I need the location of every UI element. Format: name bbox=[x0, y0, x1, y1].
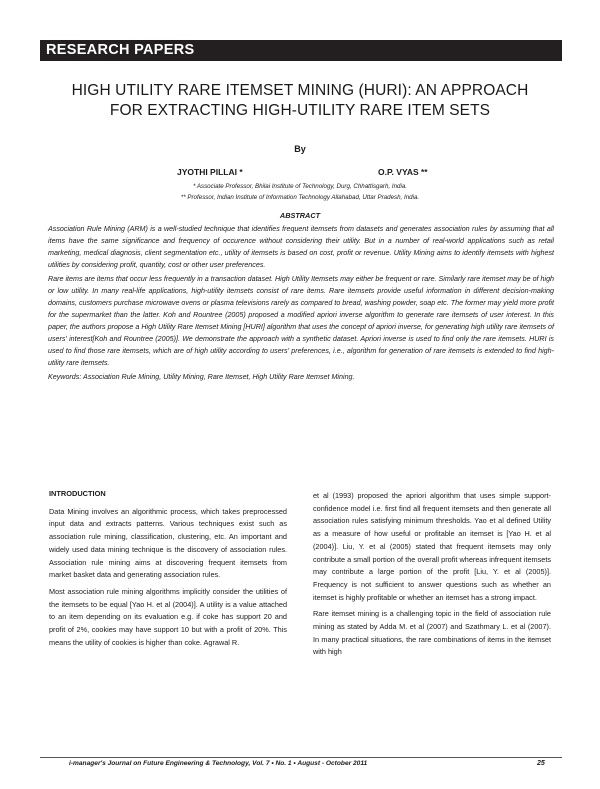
body-paragraph: Most association rule mining algorithms implicitly consider the utilities of the itemsets to be equal [Yao H. et al (2004)]. A utility is a value attached to an item depending on its evaluation e.g. if coke has support 20 and profit of 2%, cookies may have support 10 but with a profit of 20%. This means the utility of cookies is higher than coke. Agrawal R. bbox=[49, 586, 287, 647]
body-paragraph: Data Mining involves an algorithmic process, which takes preprocessed input data and extracts patterns. Various techniques exist such as association rule mining, classification, clustering, etc. An important and widely used data mining technique is the discovery of association rules. Association rule mining aims at discovering frequent itemsets from market basket data and generating association rules. bbox=[49, 506, 287, 580]
section-banner-label: RESEARCH PAPERS bbox=[46, 42, 195, 58]
abstract-body bbox=[48, 223, 554, 385]
by-label: By bbox=[294, 144, 306, 154]
section-banner bbox=[40, 40, 562, 61]
author-name-2: O.P. VYAS ** bbox=[378, 167, 428, 177]
body-paragraph: Rare itemset mining is a challenging topic in the field of association rule mining as stated by Adda M. et al (2007) and Szathmary L. et al (2007). In many practical situations, the rare combinations of items in the itemset with high bbox=[313, 609, 551, 657]
body-paragraph: et al (1993) proposed the apriori algorithm that uses simple support-confidence model i.e. first find all frequent itemsets and then generate all association rules satisfying minimum thresholds. Yao et al defined Utility as a measure of how useful or profitable an itemset is [Yao H. et al (2004)]. Liu, Y. et al (2005) stated that frequent itemsets may only contribute a small portion of the overall profit whereas infrequent itemsets may contribute a large portion of the profit [Liu, Y. et al (2005)]. Frequency is not sufficient to answer questions such as whether an itemset is highly profitable or whether an itemset has a strong impact. bbox=[313, 491, 551, 602]
keywords: Keywords: Association Rule Mining, Utility Mining, Rare Itemset, High Utility Rare Itemset Mining. bbox=[48, 373, 355, 381]
page-number: 25 bbox=[537, 760, 545, 767]
footer-journal-citation: i-manager's Journal on Future Engineering & Technology, Vol. 7 • No. 1 • August - October 2011 bbox=[69, 760, 368, 767]
paper-title bbox=[50, 81, 550, 121]
affiliation-2: ** Professor, Indian Institute of Information Technology Allahabad, Uttar Pradesh, India. bbox=[180, 194, 420, 201]
author-name-1: JYOTHI PILLAI * bbox=[177, 167, 243, 177]
body-column-left bbox=[49, 487, 287, 653]
introduction-heading: INTRODUCTION bbox=[49, 489, 106, 498]
abstract-paragraph-2: Rare items are items that occur less frequently in a transaction dataset. High Utility Itemsets may either be frequent or rare. Similarly rare itemset may be of high or low utility. In many real-life applications, high-utility itemsets consist of rare items. Rare itemsets provide useful information in different decision-making domains, customers purchase microwave ovens or plasma televisions rarely as compared to bread, washing powder, soap etc. The former may yield more profit for the supermarket than the latter. Koh and Rountree (2005) proposed a modified apriori inverse algorithm to generate rare itemsets of user interest. In this paper, the authors propose a High Utility Rare Itemset Mining [HURI] algorithm that uses the concept of apriori inverse, for generating high utility rare itemsets of users' interest[Koh and Rountree (2005)]. We demonstrate the approach with a synthetic dataset. Apriori inverse is used to find only the rare itemsets. HURI is used to find those rare itemsets, which are of high utility according to users' preferences, i.e., algorithm for generation of rare itemsets is extended to find high-utility rare itemsets. bbox=[48, 275, 555, 367]
body-column-right bbox=[313, 490, 551, 663]
footer-divider bbox=[40, 757, 562, 758]
paper-title-line-1: HIGH UTILITY RARE ITEMSET MINING (HURI): AN APPROACH bbox=[71, 82, 529, 99]
paper-title-line-2: FOR EXTRACTING HIGH-UTILITY RARE ITEM SETS bbox=[109, 102, 491, 119]
affiliation-1: * Associate Professor, Bhilai Institute of Technology, Durg, Chhattisgarh, India. bbox=[192, 183, 408, 190]
abstract-paragraph-1: Association Rule Mining (ARM) is a well-studied technique that identifies frequent itemsets from datasets and generates association rules by assuming that all items have the same significance and frequency of occurence without considering their utility. But in a number of real-world applications such as retail marketing, medical diagnosis, client segmentation etc., utility of itemsets is based on cost, profit or revenue. Utility Mining aims to identify itemsets with highest utilities by considering profit, quantity, cost or other user preferences. bbox=[48, 225, 554, 269]
abstract-heading: ABSTRACT bbox=[279, 211, 321, 220]
